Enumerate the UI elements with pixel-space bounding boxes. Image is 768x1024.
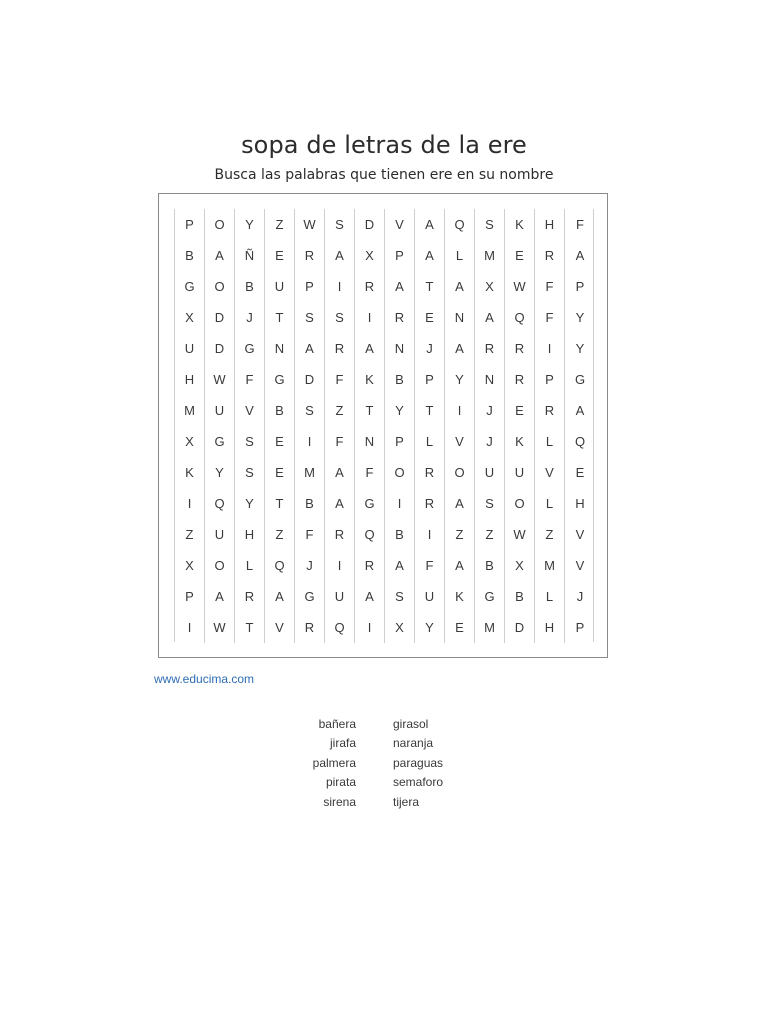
grid-cell: D: [295, 364, 325, 395]
grid-cell: M: [475, 612, 505, 643]
grid-cell: A: [445, 271, 475, 302]
grid-cell: S: [475, 488, 505, 519]
grid-cell: T: [265, 302, 295, 333]
grid-cell: J: [415, 333, 445, 364]
grid-cell: L: [415, 426, 445, 457]
word-row: [280, 753, 480, 773]
grid-cell: Z: [265, 519, 295, 550]
grid-cell: Z: [445, 519, 475, 550]
grid-cell: H: [575, 496, 585, 511]
grid-cell: F: [325, 426, 355, 457]
grid-cell: Q: [355, 519, 385, 550]
grid-cell: G: [235, 333, 265, 364]
grid-cell: A: [445, 488, 475, 519]
grid-cell: G: [355, 488, 385, 519]
grid-cell: V: [575, 558, 585, 573]
grid-cell: L: [535, 488, 565, 519]
grid-cell: Z: [175, 519, 205, 550]
grid-cell: P: [385, 426, 415, 457]
grid-cell: P: [575, 620, 585, 635]
grid-cell: J: [295, 550, 325, 581]
grid-cell: F: [235, 364, 265, 395]
grid-cell: D: [205, 302, 235, 333]
grid-cell: T: [415, 395, 445, 426]
grid-cell: K: [445, 581, 475, 612]
grid-cell: I: [295, 426, 325, 457]
grid-cell: Q: [205, 488, 235, 519]
grid-cell: A: [575, 248, 585, 263]
grid-cell: J: [235, 302, 265, 333]
grid-cell: R: [505, 333, 535, 364]
grid-cell: Y: [575, 341, 585, 356]
grid-cell: U: [325, 581, 355, 612]
word-row: [280, 792, 480, 812]
grid-cell: B: [475, 550, 505, 581]
grid-cell: T: [355, 395, 385, 426]
grid-cell: S: [295, 302, 325, 333]
grid-cell: F: [295, 519, 325, 550]
grid-cell: R: [505, 364, 535, 395]
grid-cell: W: [505, 271, 535, 302]
grid-cell: A: [325, 488, 355, 519]
grid-cell: V: [535, 457, 565, 488]
word-item: semaforo: [393, 775, 444, 790]
grid-cell: G: [265, 364, 295, 395]
source-link[interactable]: www.educima.com: [154, 672, 255, 686]
grid-cell: A: [355, 333, 385, 364]
grid-cell: B: [175, 240, 205, 271]
grid-cell: B: [295, 488, 325, 519]
grid-cell: Ñ: [235, 240, 265, 271]
grid-cell: I: [325, 271, 355, 302]
word-item: palmera: [312, 755, 356, 770]
grid-cell: F: [355, 457, 385, 488]
grid-cell: J: [475, 426, 505, 457]
grid-cell: R: [295, 240, 325, 271]
grid-cell: R: [235, 581, 265, 612]
grid-cell: U: [505, 457, 535, 488]
word-item: tijera: [393, 794, 420, 809]
grid-cell: O: [505, 488, 535, 519]
grid-cell: W: [295, 209, 325, 240]
grid-cell: S: [475, 209, 505, 240]
grid-cell: V: [575, 527, 585, 542]
grid-cell: E: [415, 302, 445, 333]
grid-cell: A: [445, 550, 475, 581]
grid-cell: O: [445, 457, 475, 488]
grid-cell: M: [535, 550, 565, 581]
grid-cell: U: [475, 457, 505, 488]
grid-cell: E: [505, 240, 535, 271]
grid-cell: K: [355, 364, 385, 395]
word-item: jirafa: [329, 736, 356, 751]
grid-cell: I: [445, 395, 475, 426]
grid-cell: S: [325, 302, 355, 333]
grid-cell: A: [415, 209, 445, 240]
word-item: naranja: [393, 736, 434, 751]
grid-cell: Y: [385, 395, 415, 426]
grid-cell: U: [415, 581, 445, 612]
grid-cell: Y: [575, 310, 585, 325]
grid-cell: V: [265, 612, 295, 643]
word-item: paraguas: [393, 755, 444, 770]
grid-cell: D: [205, 333, 235, 364]
grid-cell: L: [445, 240, 475, 271]
grid-cell: A: [325, 240, 355, 271]
grid-cell: H: [235, 519, 265, 550]
grid-cell: Q: [265, 550, 295, 581]
grid-cell: G: [475, 581, 505, 612]
grid-cell: F: [415, 550, 445, 581]
grid-cell: Q: [574, 434, 586, 449]
grid-cell: I: [415, 519, 445, 550]
grid-cell: V: [235, 395, 265, 426]
grid-cell: I: [175, 612, 205, 643]
grid-cell: Q: [445, 209, 475, 240]
grid-cell: P: [175, 581, 205, 612]
grid-cell: Y: [205, 457, 235, 488]
grid-cell: I: [175, 488, 205, 519]
grid-cell: R: [415, 457, 445, 488]
grid-cell: V: [445, 426, 475, 457]
grid-cell: T: [235, 612, 265, 643]
grid-cell: A: [575, 403, 585, 418]
grid-cell: E: [445, 612, 475, 643]
grid-cell: R: [385, 302, 415, 333]
grid-cell: Z: [535, 519, 565, 550]
grid-cell: S: [235, 426, 265, 457]
grid-cell: X: [385, 612, 415, 643]
grid-cell: U: [175, 333, 205, 364]
grid-cell: Y: [235, 209, 265, 240]
grid-cell: A: [385, 271, 415, 302]
grid-cell: M: [295, 457, 325, 488]
grid-cell: N: [355, 426, 385, 457]
grid-cell: D: [355, 209, 385, 240]
grid-cell: B: [265, 395, 295, 426]
grid-cell: X: [475, 271, 505, 302]
grid-cell: A: [325, 457, 355, 488]
grid-cell: W: [205, 364, 235, 395]
grid-cell: I: [355, 612, 385, 643]
grid-cell: R: [325, 333, 355, 364]
grid-cell: B: [385, 519, 415, 550]
grid-cell: W: [505, 519, 535, 550]
grid-cell: Y: [445, 364, 475, 395]
grid-cell: P: [175, 209, 205, 240]
grid-cell: I: [325, 550, 355, 581]
grid-cell: E: [575, 465, 585, 480]
grid-cell: G: [205, 426, 235, 457]
grid-cell: Q: [325, 612, 355, 643]
grid-cell: N: [475, 364, 505, 395]
grid-cell: O: [385, 457, 415, 488]
grid-cell: O: [205, 209, 235, 240]
grid-cell: A: [475, 302, 505, 333]
grid-cell: Y: [235, 488, 265, 519]
grid-cell: L: [535, 581, 565, 612]
word-item: pirata: [325, 775, 356, 790]
word-list: [280, 714, 480, 812]
grid-cell: M: [475, 240, 505, 271]
grid-cell: S: [385, 581, 415, 612]
grid-cell: X: [505, 550, 535, 581]
grid-cell: H: [535, 612, 565, 643]
grid-cell: P: [385, 240, 415, 271]
grid-cell: G: [295, 581, 325, 612]
grid-cell: S: [235, 457, 265, 488]
grid-cell: P: [535, 364, 565, 395]
grid-cell: E: [265, 240, 295, 271]
grid-cell: U: [205, 395, 235, 426]
grid-cell: O: [205, 550, 235, 581]
grid-cell: N: [265, 333, 295, 364]
grid-cell: R: [295, 612, 325, 643]
grid-cell: X: [355, 240, 385, 271]
grid-cell: M: [175, 395, 205, 426]
grid-cell: J: [475, 395, 505, 426]
grid-cell: G: [175, 271, 205, 302]
grid-cell: A: [295, 333, 325, 364]
grid-cell: T: [265, 488, 295, 519]
grid-cell: P: [415, 364, 445, 395]
grid-cell: T: [415, 271, 445, 302]
grid-cell: U: [205, 519, 235, 550]
word-item: bañera: [318, 716, 356, 731]
grid-cell: R: [535, 240, 565, 271]
grid-cell: K: [505, 209, 535, 240]
grid-cell: D: [505, 612, 535, 643]
grid-cell: S: [295, 395, 325, 426]
grid-cell: B: [235, 271, 265, 302]
grid-cell: Z: [265, 209, 295, 240]
page-subtitle: Busca las palabras que tienen ere en su nombre: [214, 167, 554, 183]
grid-cell: S: [325, 209, 355, 240]
grid-cell: I: [385, 488, 415, 519]
grid-cell: I: [355, 302, 385, 333]
word-row: [280, 734, 480, 754]
grid-cell: R: [325, 519, 355, 550]
grid-cell: V: [385, 209, 415, 240]
grid-cell: R: [535, 395, 565, 426]
letter-grid: [174, 209, 594, 642]
grid-cell: A: [265, 581, 295, 612]
word-item: sirena: [323, 794, 356, 809]
grid-cell: F: [576, 217, 584, 232]
word-item: girasol: [393, 716, 429, 731]
grid-cell: A: [415, 240, 445, 271]
grid-cell: R: [415, 488, 445, 519]
grid-cell: Z: [325, 395, 355, 426]
grid-cell: A: [445, 333, 475, 364]
grid-cell: E: [265, 457, 295, 488]
grid-cell: A: [355, 581, 385, 612]
grid-cell: U: [265, 271, 295, 302]
grid-cell: Y: [415, 612, 445, 643]
grid-cell: N: [385, 333, 415, 364]
grid-cell: I: [535, 333, 565, 364]
grid-cell: X: [175, 550, 205, 581]
grid-cell: X: [175, 302, 205, 333]
grid-cell: H: [535, 209, 565, 240]
grid-cell: L: [535, 426, 565, 457]
grid-cell: A: [205, 240, 235, 271]
word-row: [280, 773, 480, 793]
grid-cell: B: [505, 581, 535, 612]
grid-cell: F: [325, 364, 355, 395]
grid-cell: R: [355, 550, 385, 581]
grid-cell: E: [265, 426, 295, 457]
grid-cell: E: [505, 395, 535, 426]
grid-cell: Q: [505, 302, 535, 333]
grid-cell: J: [576, 589, 584, 604]
page-title: sopa de letras de la ere: [241, 131, 527, 159]
grid-cell: Z: [475, 519, 505, 550]
grid-cell: A: [205, 581, 235, 612]
grid-cell: O: [205, 271, 235, 302]
grid-cell: R: [355, 271, 385, 302]
grid-cell: P: [295, 271, 325, 302]
grid-cell: L: [235, 550, 265, 581]
grid-cell: F: [535, 271, 565, 302]
grid-cell: W: [205, 612, 235, 643]
grid-cell: B: [385, 364, 415, 395]
grid-cell: G: [574, 372, 586, 387]
grid-cell: P: [575, 279, 585, 294]
grid-cell: N: [445, 302, 475, 333]
grid-cell: K: [505, 426, 535, 457]
word-row: [280, 714, 480, 734]
grid-cell: A: [385, 550, 415, 581]
grid-cell: R: [475, 333, 505, 364]
grid-cell: X: [175, 426, 205, 457]
grid-cell: K: [175, 457, 205, 488]
grid-cell: H: [175, 364, 205, 395]
grid-cell: F: [535, 302, 565, 333]
